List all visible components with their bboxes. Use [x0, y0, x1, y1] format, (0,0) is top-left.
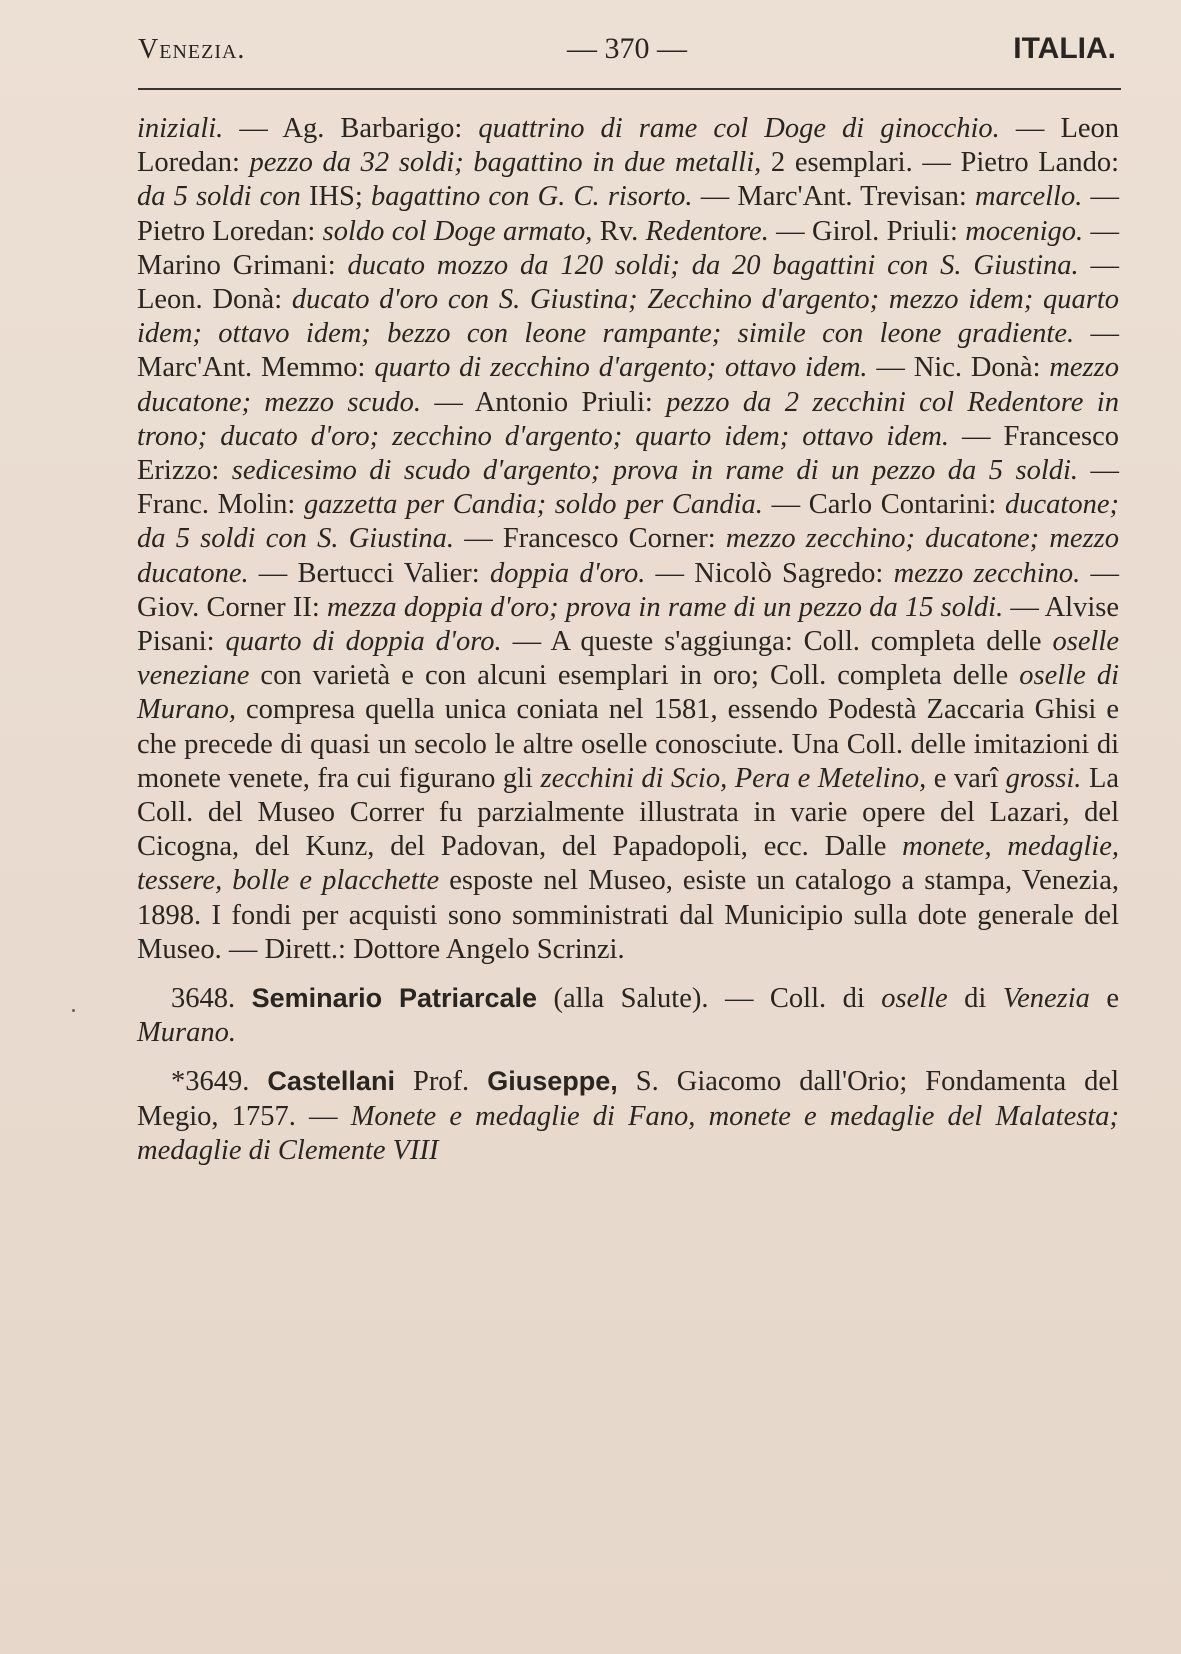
roman-text: — Marino Grimani:: [137, 215, 1120, 281]
italic-text: doppia d'oro.: [489, 557, 646, 589]
roman-text: IHS;: [300, 181, 371, 213]
roman-text: — Marc'Ant. Memmo:: [137, 318, 1119, 384]
entry-name-surname: Castellani: [267, 1066, 395, 1097]
roman-text: — Carlo Contarini:: [762, 489, 1006, 521]
italic-text: quattrino di rame col Doge di ginocchio.: [478, 113, 1000, 144]
entry-number: 3648.: [171, 983, 236, 1015]
roman-text: — Antonio Priuli:: [421, 386, 667, 418]
roman-text: — Franc. Molin:: [137, 455, 1120, 521]
entry-name-given: Giuseppe,: [487, 1066, 618, 1097]
entry-3649: [137, 1064, 1119, 1168]
entry-name: Seminario Patriarcale: [251, 983, 538, 1014]
italic-text: Redentore.: [645, 215, 769, 247]
roman-text: con varietà e con alcuni esemplari in oro; Coll. completa delle: [249, 660, 1020, 692]
roman-text: — Marc'Ant. Trevisan:: [692, 181, 975, 213]
italic-text: mezzo zecchino.: [893, 557, 1081, 589]
italic-text: oselle di Murano,: [137, 660, 1119, 726]
italic-text: oselle veneziane: [137, 626, 1119, 692]
entry-number: *3649.: [171, 1066, 250, 1098]
header-rule: [138, 88, 1121, 90]
continuation-paragraph: [137, 112, 1119, 967]
italic-text: mezzo zecchino; ducatone; mezzo ducatone.: [137, 523, 1120, 589]
italic-text: grossi.: [1005, 762, 1082, 794]
roman-text: Rv.: [592, 215, 646, 247]
roman-text: esposte nel Museo, esiste un catalogo a stampa, Venezia, 1898. I fondi per acquisti sono somministrati dal Municipio sulla dote generale del Museo. — Dirett.: Dottore Angelo Scrinzi.: [137, 865, 1119, 965]
roman-text: — Bertucci Valier:: [248, 557, 490, 589]
italic-text: pezzo da 32 soldi; bagattino in due metalli,: [249, 147, 762, 179]
roman-text: 2 esemplari. — Pietro Lando:: [761, 147, 1120, 179]
italic-text: oselle: [881, 983, 948, 1015]
header-location: Venezia.: [138, 34, 246, 65]
italic-text: ducato d'oro con S. Giustina; Zecchino d'argento; mezzo idem; quarto idem; ottavo idem; bezzo con leone rampante; simile con leone gradiente.: [137, 284, 1119, 350]
body-text: [137, 112, 1119, 1168]
roman-text: — Giov. Corner II:: [137, 557, 1119, 623]
italic-text: pezzo da 2 zecchini col Redentore in trono; ducato d'oro; zecchino d'argento; quarto idem; ottavo idem.: [137, 386, 1119, 452]
roman-text: (alla Salute). — Coll. di: [537, 983, 882, 1015]
roman-text: e varî: [926, 762, 1006, 794]
italic-text: sedicesimo di scudo d'argento; prova in rame di un pezzo da 5 soldi.: [231, 455, 1079, 487]
roman-text: — Alvise Pisani:: [137, 591, 1119, 658]
italic-text: Venezia: [1002, 983, 1090, 1015]
roman-text: e: [1089, 983, 1120, 1015]
italic-text: gazzetta per Candia; soldo per Candia.: [303, 489, 763, 521]
paper-speck: [72, 1009, 75, 1012]
italic-text: ducato mozzo da 120 soldi; da 20 bagattini con S. Giustina.: [347, 249, 1079, 281]
italic-text: mezza doppia d'oro; prova in rame di un pezzo da 15 soldi.: [326, 591, 1004, 623]
roman-text: S. Giacomo dall'Orio; Fondamenta del Megio, 1757. —: [137, 1066, 1119, 1132]
roman-text: — Nicolò Sagredo:: [645, 557, 894, 589]
roman-text: — Nic. Donà:: [867, 352, 1050, 384]
italic-text: marcello.: [974, 181, 1083, 213]
entry-title: Prof.: [394, 1066, 488, 1098]
roman-text: — Ag. Barbarigo:: [223, 113, 479, 144]
italic-text: ducatone; da 5 soldi con S. Giustina.: [137, 489, 1119, 555]
italic-text: mocenigo.: [965, 215, 1084, 247]
roman-text: di: [947, 983, 1003, 1015]
italic-text: mezzo ducatone; mezzo scudo.: [137, 352, 1119, 418]
italic-text: da 5 soldi con: [137, 181, 301, 213]
italic-text: zecchini di Scio, Pera e Metelino,: [540, 762, 927, 794]
italic-text: iniziali.: [137, 113, 224, 144]
italic-text: Murano.: [137, 1017, 236, 1049]
running-header: [138, 30, 1116, 80]
roman-text: La Coll. del Museo Correr fu parzialmente illustrata in varie opere del Lazari, del Cicogna, del Kunz, del Padovan, del Papadopoli, ecc. Dalle: [137, 762, 1119, 863]
roman-text: compresa quella unica coniata nel 1581, essendo Podestà Zaccaria Ghisi e che precede di quasi un secolo le altre oselle conosciute. Una Coll. delle imitazioni di monete venete, fra cui figurano gli: [137, 694, 1119, 794]
header-country: ITALIA.: [1013, 32, 1116, 65]
page-number: — 370 —: [567, 32, 687, 65]
italic-text: quarto di doppia d'oro.: [225, 626, 502, 658]
roman-text: — Leon Loredan:: [137, 113, 1120, 179]
italic-text: bagattino con G. C. risorto.: [370, 181, 693, 213]
italic-text: quarto di zecchino d'argento; ottavo idem.: [374, 352, 868, 384]
roman-text: — Leon. Donà:: [137, 249, 1120, 316]
italic-text: Monete e medaglie di Fano, monete e medaglie del Malatesta; medaglie di Clemente VIII: [137, 1100, 1119, 1166]
entry-3648: [137, 981, 1119, 1050]
italic-text: soldo col Doge armato,: [322, 215, 593, 247]
italic-text: monete, medaglie, tessere, bolle e placchette: [137, 831, 1119, 897]
roman-text: — Girol. Priuli:: [768, 215, 966, 247]
roman-text: — Francesco Erizzo:: [137, 420, 1120, 487]
roman-text: — Francesco Corner:: [454, 523, 726, 555]
roman-text: — A queste s'aggiunga: Coll. completa delle: [501, 626, 1053, 658]
roman-text: — Pietro Loredan:: [137, 181, 1119, 247]
